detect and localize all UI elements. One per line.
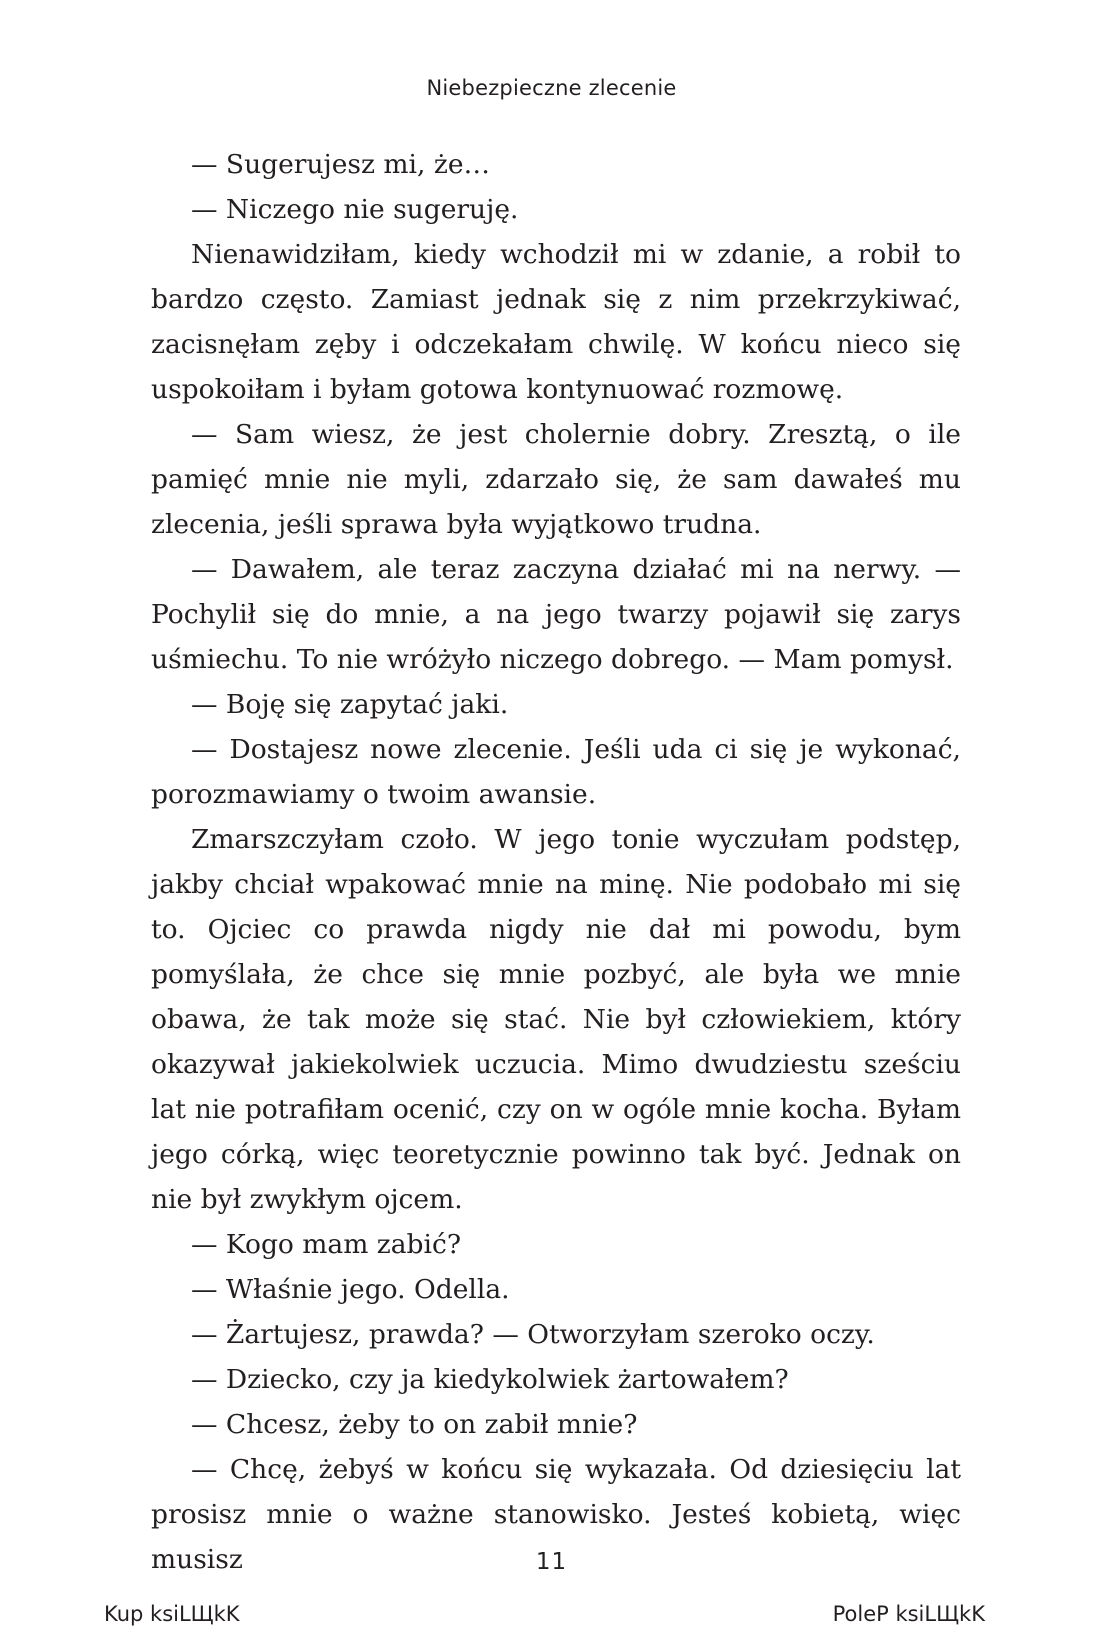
paragraph: — Sugerujesz mi, że… — [191, 149, 491, 180]
body-text — [151, 142, 961, 1582]
paragraph: — Dziecko, czy ja kiedykolwiek żartowałem? — [191, 1364, 789, 1395]
paragraph: — Chcę, żebyś w końcu się wykazała. Od dziesięciu lat prosisz mnie o ważne stanowisko. Jesteś kobietą, więc musisz — [151, 1454, 961, 1575]
paragraph: — Dostajesz nowe zlecenie. Jeśli uda ci się je wykonać, porozmawiamy o twoim awansie. — [151, 734, 961, 810]
buy-book-link[interactable]: Kup ksiLЩkK — [104, 1602, 240, 1626]
paragraph: — Sam wiesz, że jest cholernie dobry. Zresztą, o ile pamięć mnie nie myli, zdarzało się, że sam dawałeś mu zlecenia, jeśli sprawa była wyjątkowo trudna. — [151, 419, 961, 540]
paragraph: Zmarszczyłam czoło. W jego tonie wyczułam podstęp, jakby chciał wpakować mnie na minę. Nie podobało mi się to. Ojciec co prawda nigdy nie dał mi powodu, bym pomyślała, że chce się mnie pozbyć, ale była we mnie obawa, że tak może się stać. Nie był człowiekiem, który okazywał jakiekolwiek uczucia. Mimo dwudziestu sześciu lat nie potrafiłam ocenić, czy on w ogóle mnie kocha. Byłam jego córką, więc teoretycznie powinno tak być. Jednak on nie był zwykłym ojcem. — [151, 824, 961, 1215]
paragraph: — Właśnie jego. Odella. — [191, 1274, 510, 1305]
paragraph: — Niczego nie sugeruję. — [191, 194, 519, 225]
paragraph: — Żartujesz, prawda? — Otworzyłam szeroko oczy. — [191, 1319, 875, 1350]
paragraph: — Dawałem, ale teraz zaczyna działać mi na nerwy. — Pochylił się do mnie, a na jego twarzy pojawił się zarys uśmiechu. To nie wróżyło niczego dobrego. — Mam pomysł. — [151, 554, 961, 675]
paragraph: — Boję się zapytać jaki. — [191, 689, 509, 720]
recommend-book-link[interactable]: PoleP ksiLЩkK — [832, 1602, 985, 1626]
paragraph: Nienawidziłam, kiedy wchodził mi w zdanie, a robił to bardzo często. Zamiast jednak się z nim przekrzykiwać, zacisnęłam zęby i odczekałam chwilę. W końcu nieco się uspokoiłam i byłam gotowa kontynuować rozmowę. — [151, 239, 961, 405]
page-number: 11 — [535, 1549, 568, 1575]
running-title: Niebezpieczne zlecenie — [426, 76, 677, 100]
paragraph: — Kogo mam zabić? — [191, 1229, 462, 1260]
paragraph: — Chcesz, żeby to on zabił mnie? — [191, 1409, 638, 1440]
